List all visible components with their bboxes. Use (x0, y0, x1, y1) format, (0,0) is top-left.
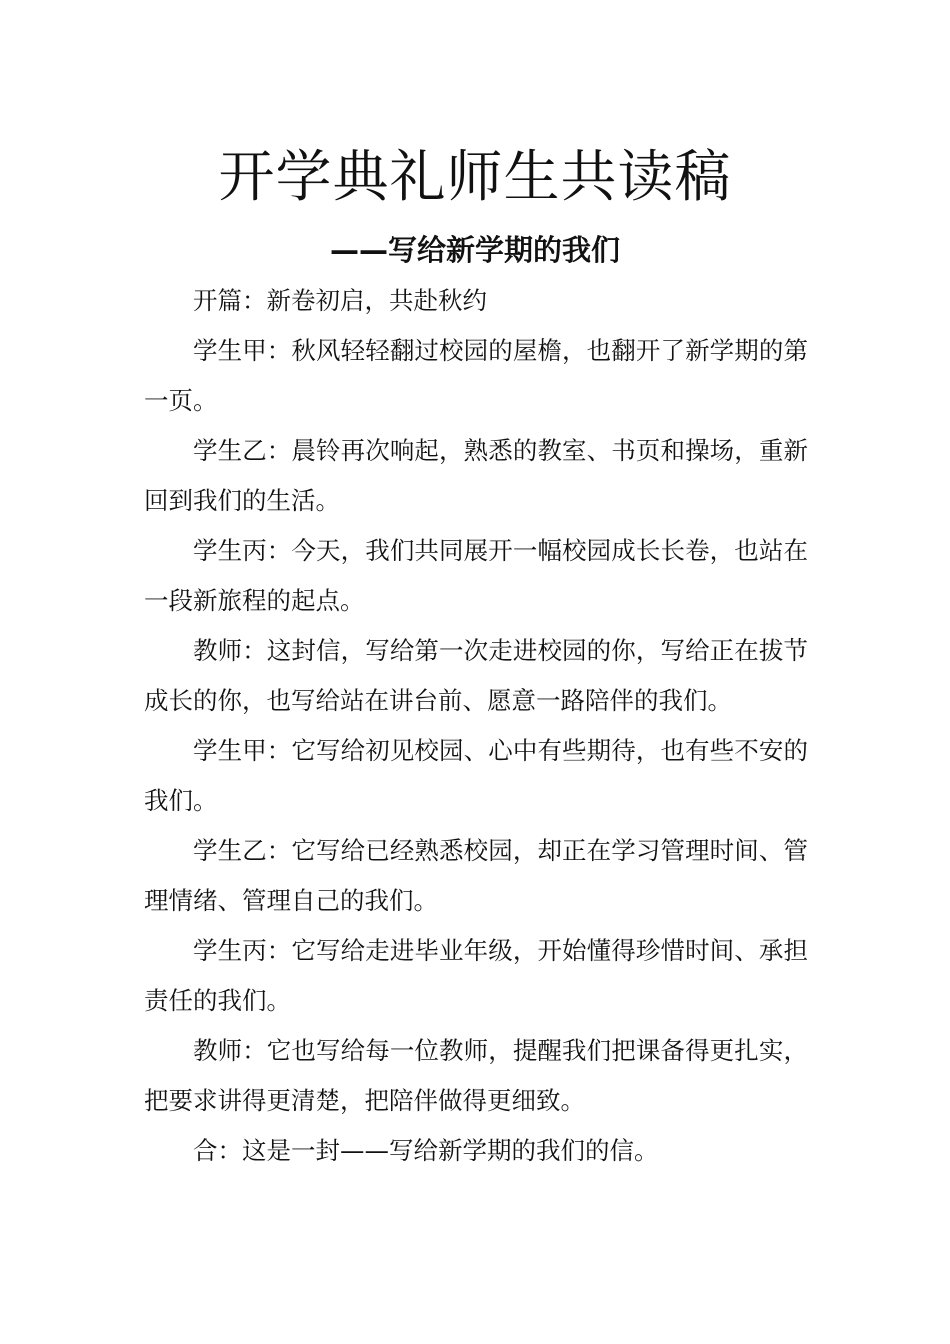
paragraph: 教师：这封信，写给第一次走进校园的你，写给正在拔节成长的你，也写给站在讲台前、愿意一路陪伴的我们。 (144, 636, 808, 715)
paragraph: 学生乙：晨铃再次响起，熟悉的教室、书页和操场，重新回到我们的生活。 (144, 436, 808, 515)
paragraph-closing: 合：这是一封——写给新学期的我们的信。 (193, 1136, 659, 1165)
paragraph-opening: 开篇：新卷初启，共赴秋约 (193, 286, 487, 315)
paragraph: 学生甲：秋风轻轻翻过校园的屋檐，也翻开了新学期的第一页。 (144, 336, 808, 415)
paragraph: 教师：它也写给每一位教师，提醒我们把课备得更扎实，把要求讲得更清楚，把陪伴做得更细致。 (144, 1036, 808, 1115)
paragraph: 学生乙：它写给已经熟悉校园，却正在学习管理时间、管理情绪、管理自己的我们。 (144, 836, 808, 915)
document-title: 开学典礼师生共读稿 (218, 145, 732, 210)
document-body (144, 276, 808, 1176)
paragraph: 学生丙：它写给走进毕业年级，开始懂得珍惜时间、承担责任的我们。 (144, 936, 808, 1015)
document-subtitle: ——写给新学期的我们 (329, 233, 620, 267)
paragraph: 学生甲：它写给初见校园、心中有些期待，也有些不安的我们。 (144, 736, 808, 815)
paragraph: 学生丙：今天，我们共同展开一幅校园成长长卷，也站在一段新旅程的起点。 (144, 536, 808, 615)
